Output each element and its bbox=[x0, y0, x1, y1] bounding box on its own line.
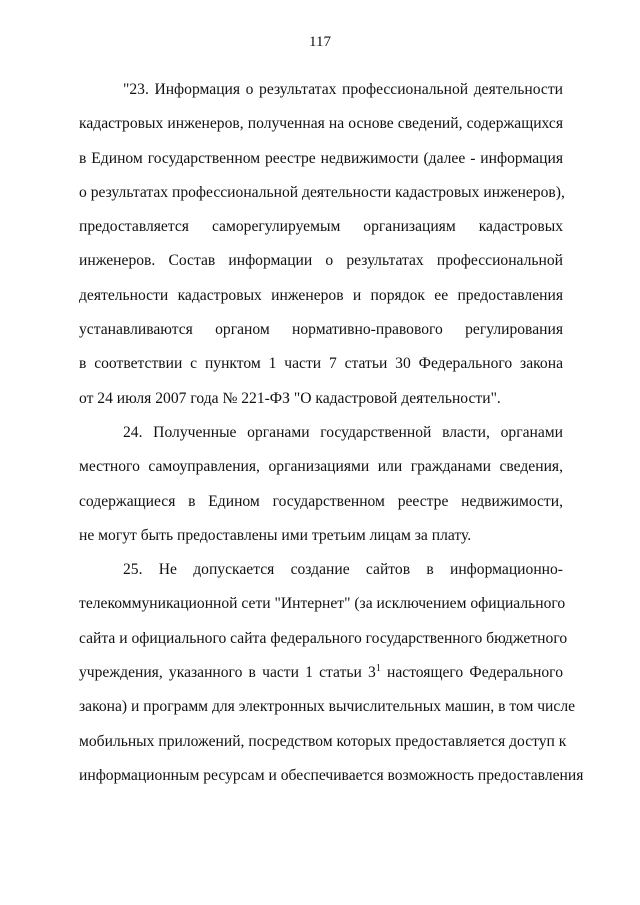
paragraph-24 bbox=[79, 416, 563, 553]
text-line-with-superscript bbox=[79, 656, 563, 690]
text-line: телекоммуникационной сети "Интернет" (за исключением официального bbox=[79, 595, 566, 613]
text-segment: учреждения, указанного в части 1 статьи 3 bbox=[79, 664, 376, 682]
text-line: 25. Не допускается создание сайтов в информационно- bbox=[123, 561, 563, 579]
text-line: информационным ресурсам и обеспечивается возможность предоставления bbox=[79, 766, 584, 784]
text-line: устанавливаются органом нормативно-правового регулирования bbox=[79, 321, 563, 339]
text-line: кадастровых инженеров, полученная на основе сведений, содержащихся bbox=[79, 115, 563, 133]
text-line: в соответствии с пунктом 1 части 7 статьи 30 Федерального закона bbox=[79, 355, 563, 373]
text-line: содержащиеся в Едином государственном реестре недвижимости, bbox=[79, 492, 563, 510]
text-line: о результатах профессиональной деятельности кадастровых инженеров), bbox=[79, 183, 565, 201]
text-line: 24. Полученные органами государственной власти, органами bbox=[123, 423, 563, 441]
text-line: предоставляется саморегулируемым организациям кадастровых bbox=[79, 218, 563, 236]
page-number: 117 bbox=[309, 34, 331, 50]
text-line: мобильных приложений, посредством которых предоставляется доступ к bbox=[79, 732, 567, 750]
text-line: в Едином государственном реестре недвижимости (далее - информация bbox=[79, 149, 563, 167]
text-line: инженеров. Состав информации о результатах профессиональной bbox=[79, 252, 563, 270]
text-line: закона) и программ для электронных вычислительных машин, в том числе bbox=[79, 698, 576, 716]
text-segment: настоящего Федерального bbox=[380, 664, 563, 682]
text-line: от 24 июля 2007 года № 221-ФЗ "О кадастровой деятельности". bbox=[79, 389, 501, 407]
paragraph-23 bbox=[79, 73, 563, 416]
text-line: "23. Информация о результатах профессиональной деятельности bbox=[123, 81, 563, 98]
document-body bbox=[79, 73, 584, 793]
superscript: 1 bbox=[375, 662, 381, 674]
text-line: местного самоуправления, организациями или гражданами сведения, bbox=[79, 458, 563, 476]
paragraph-25 bbox=[79, 553, 584, 793]
text-line: не могут быть предоставлены ими третьим лицам за плату. bbox=[79, 526, 472, 544]
text-line: деятельности кадастровых инженеров и порядок ее предоставления bbox=[79, 286, 563, 304]
text-line: сайта и официального сайта федерального государственного бюджетного bbox=[79, 629, 568, 647]
